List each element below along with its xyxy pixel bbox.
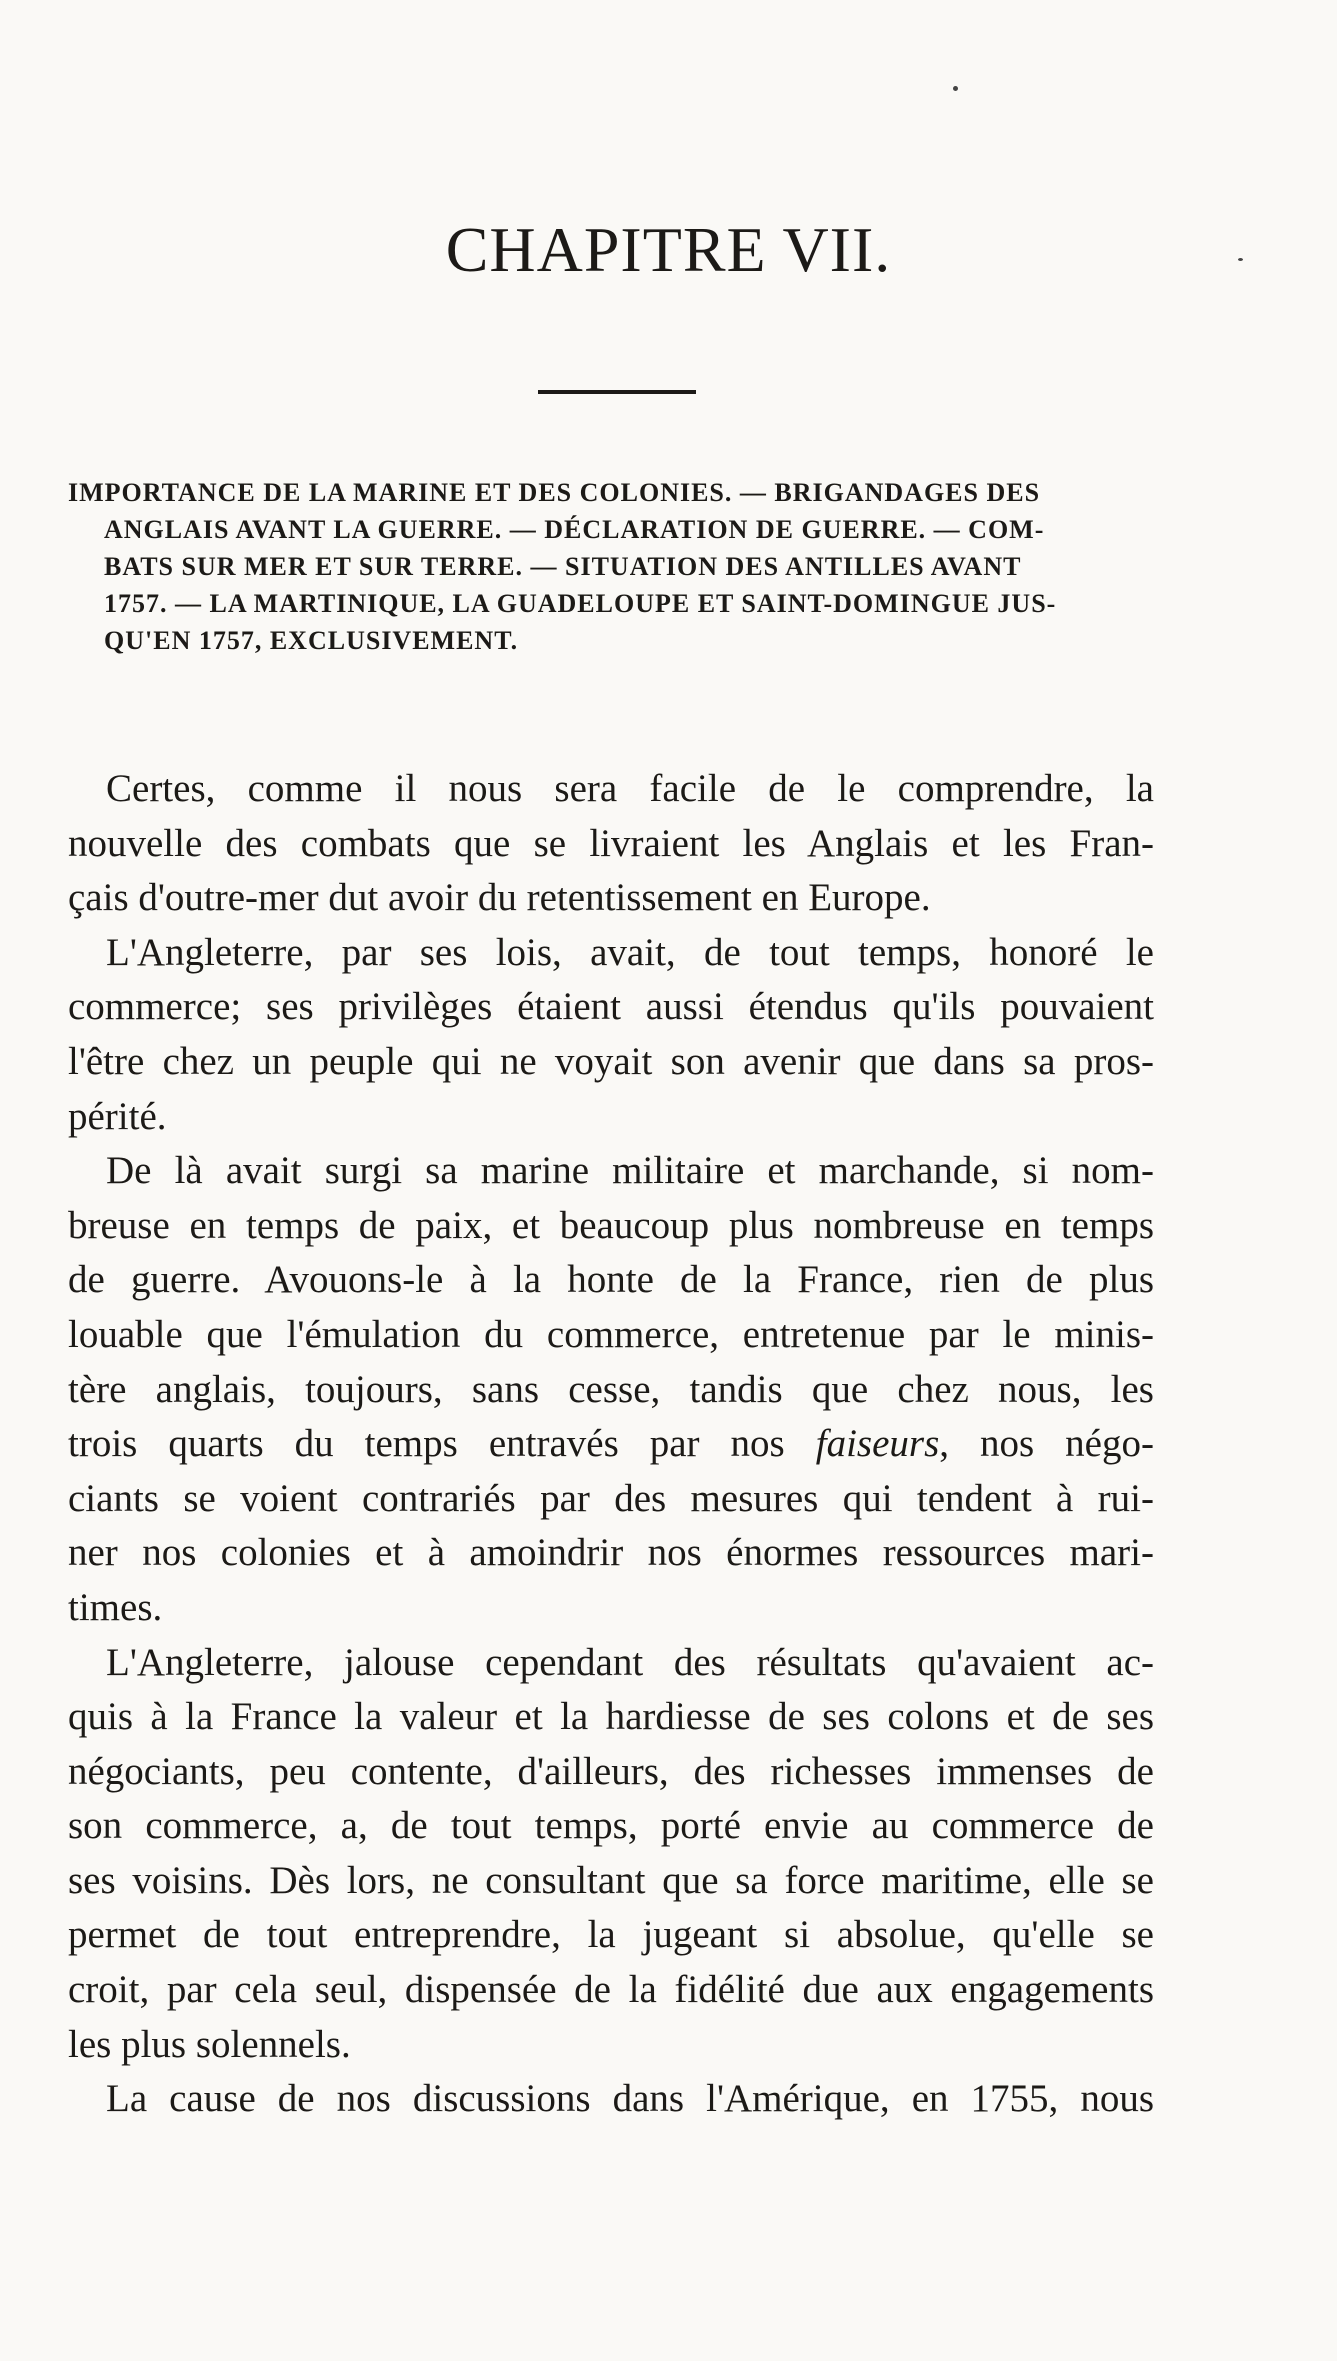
text-line: L'Angleterre, jalouse cependant des résultats qu'avaient ac- xyxy=(106,1640,1154,1684)
text-line: permet de tout entreprendre, la jugeant si absolue, qu'elle se xyxy=(68,1913,1154,1957)
text-line: tère anglais, toujours, sans cesse, tandis que chez nous, les xyxy=(68,1367,1154,1411)
paragraph xyxy=(68,926,1154,1144)
chapter-summary xyxy=(68,474,1154,659)
text-line: ses voisins. Dès lors, ne consultant que sa force maritime, elle se xyxy=(68,1858,1154,1902)
text-line: quis à la France la valeur et la hardiesse de ses colons et de ses xyxy=(68,1695,1154,1739)
summary-line: BATS SUR MER ET SUR TERRE. — SITUATION DES ANTILLES AVANT xyxy=(104,552,1022,581)
title-rule xyxy=(538,390,696,394)
text-line: Certes, comme il nous sera facile de le comprendre, la xyxy=(106,767,1154,810)
italic-word: faiseurs xyxy=(815,1422,940,1466)
text-line: L'Angleterre, par ses lois, avait, de tout temps, honoré le xyxy=(106,930,1154,974)
text-line: l'être chez un peuple qui ne voyait son avenir que dans sa pros- xyxy=(68,1039,1154,1083)
text-line: son commerce, a, de tout temps, porté envie au commerce de xyxy=(68,1804,1154,1848)
text-line: nouvelle des combats que se livraient les Anglais et les Fran- xyxy=(68,821,1154,865)
text-line: croit, par cela seul, dispensée de la fidélité due aux engagements xyxy=(68,1968,1154,2012)
summary-line: 1757. — LA MARTINIQUE, LA GUADELOUPE ET SAINT-DOMINGUE JUS- xyxy=(104,589,1057,618)
chapter-body xyxy=(68,762,1154,2127)
text-line: louable que l'émulation du commerce, entretenue par le minis- xyxy=(68,1312,1154,1356)
text-line: périté. xyxy=(68,1094,167,1138)
summary-line: IMPORTANCE DE LA MARINE ET DES COLONIES. — BRIGANDAGES DES xyxy=(68,478,1041,507)
text-line: trois quarts du temps entravés par nos faiseurs, nos négo- xyxy=(68,1422,1154,1466)
text-line: De là avait surgi sa marine militaire et marchande, si nom- xyxy=(106,1149,1154,1193)
chapter-title: CHAPITRE VII. xyxy=(445,214,892,285)
text-line: times. xyxy=(68,1585,163,1629)
text-line: çais d'outre-mer dut avoir du retentissement en Europe. xyxy=(68,876,931,920)
print-speck xyxy=(953,86,958,91)
text-line: breuse en temps de paix, et beaucoup plus nombreuse en temps xyxy=(68,1203,1154,1247)
text-line: les plus solennels. xyxy=(68,2022,351,2066)
summary-line: QU'EN 1757, EXCLUSIVEMENT. xyxy=(104,626,519,655)
paragraph xyxy=(68,762,1154,926)
text-line: négociants, peu contente, d'ailleurs, des richesses immenses de xyxy=(68,1749,1154,1793)
text-line: La cause de nos discussions dans l'Amérique, en 1755, nous xyxy=(106,2077,1154,2121)
summary-line: ANGLAIS AVANT LA GUERRE. — DÉCLARATION DE GUERRE. — COM- xyxy=(104,515,1045,544)
text-line: ciants se voient contrariés par des mesures qui tendent à rui- xyxy=(68,1476,1154,1520)
paragraph xyxy=(68,1144,1154,1635)
text-line: commerce; ses privilèges étaient aussi étendus qu'ils pouvaient xyxy=(68,985,1154,1029)
text-line: ner nos colonies et à amoindrir nos énormes ressources mari- xyxy=(68,1531,1154,1575)
paragraph xyxy=(68,1636,1154,2073)
text-line: de guerre. Avouons-le à la honte de la France, rien de plus xyxy=(68,1258,1154,1302)
paragraph xyxy=(68,2072,1154,2127)
